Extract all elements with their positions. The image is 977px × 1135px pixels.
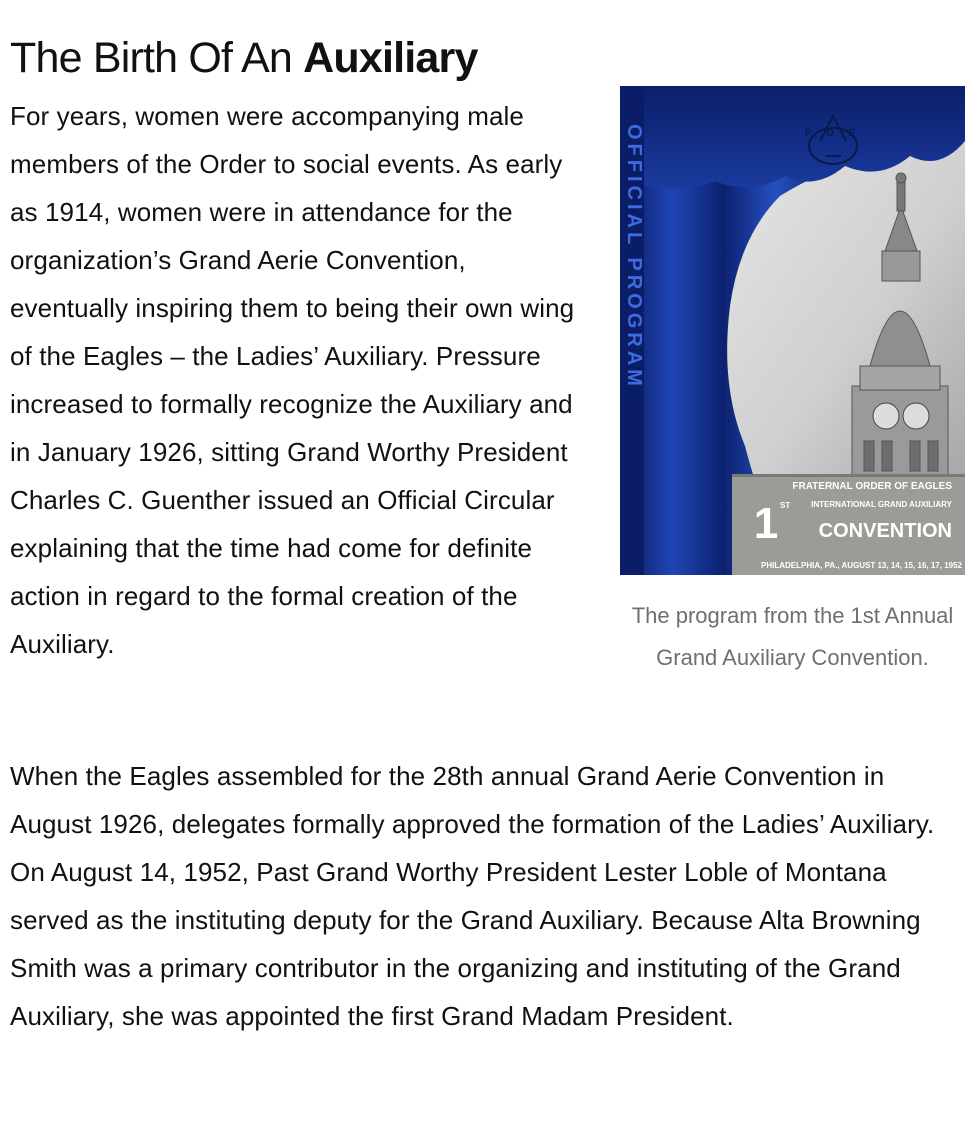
cover-ordinal-suffix: ST (780, 501, 791, 510)
cover-location-line: PHILADELPHIA, PA., AUGUST 13, 14, 15, 16, 17, 1952 (761, 561, 962, 570)
title-regular: The Birth Of An (10, 34, 304, 82)
title-bold: Auxiliary (303, 34, 478, 82)
spine-text: OFFICIAL PROGRAM (623, 124, 645, 390)
cover-convention-word: CONVENTION (818, 520, 952, 542)
cover-org-line: FRATERNAL ORDER OF EAGLES (792, 481, 952, 492)
cover-illustration (620, 86, 965, 575)
intro-section (10, 92, 967, 752)
cover-subtitle-line: INTERNATIONAL GRAND AUXILIARY (811, 500, 952, 509)
cover-ordinal-number: 1 (753, 499, 779, 548)
intro-paragraph: For years, women were accompanying male members of the Order to social events. As early as 1914, women were in attendance for the organization’s Grand Aerie Convention, eventually inspiring them to being their own wing of the Eagles – the Ladies’ Auxiliary. Pressure increased to formally recognize the Auxiliary and in January 1926, sitting Grand Worthy President Charles C. Guenther issued an Official Circular explaining that the time had come for definite action in regard to the formal creation of the Auxiliary. (10, 101, 575, 659)
figure-caption: The program from the 1st Annual Grand Auxiliary Convention. (631, 603, 954, 670)
page-title (10, 30, 967, 86)
program-figure (615, 86, 970, 679)
emblem-letters: F O E (804, 128, 862, 139)
history-paragraph: When the Eagles assembled for the 28th annual Grand Aerie Convention in August 1926, delegates formally approved the formation of the Ladies’ Auxiliary. On August 14, 1952, Past Grand Worthy President Lester Loble of Montana served as the instituting deputy for the Grand Auxiliary. Because Alta Browning Smith was a primary contributor in the organizing and instituting of the Grand Auxiliary, she was appointed the first Grand Madam President. (10, 761, 935, 1031)
program-cover-image (620, 86, 965, 575)
